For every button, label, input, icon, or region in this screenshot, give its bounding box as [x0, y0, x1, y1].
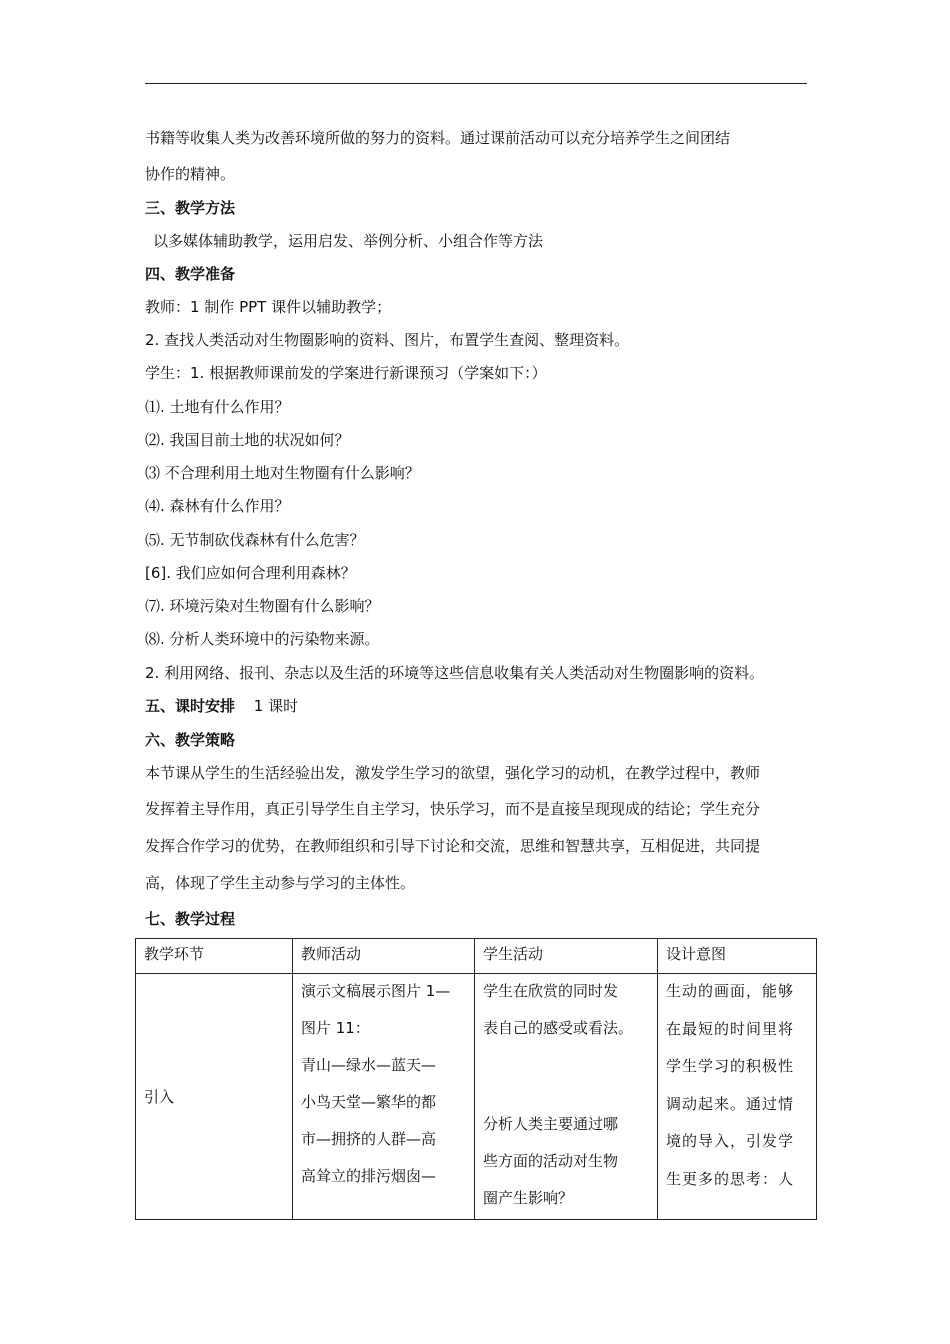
teacher-line: 演示文稿展示图片 1— — [301, 982, 451, 1000]
student-lines — [483, 973, 649, 1217]
strategy-line: 发挥着主导作用，真正引导学生自主学习，快乐学习，而不是直接呈现现成的结论；学生充分 — [145, 800, 761, 818]
schedule-text: 1 课时 — [253, 697, 299, 715]
student-cell — [475, 974, 658, 1220]
header-intent: 设计意图 — [658, 939, 817, 974]
table-header-row — [136, 939, 817, 974]
spacer — [483, 1047, 649, 1106]
teacher-line: 小鸟天堂—繁华的都 — [301, 1093, 437, 1111]
intent-line: 生更多的思考：人 — [666, 1169, 795, 1188]
intro-line-2: 协作的精神。 — [145, 165, 236, 183]
question-item: ⑴. 土地有什么作用？ — [145, 398, 290, 416]
strategy-heading: 六、教学策略 — [145, 731, 236, 749]
intent-cell — [658, 974, 817, 1220]
intent-line: 学生学习的积极性 — [666, 1057, 795, 1075]
student-line: 分析人类主要通过哪 — [483, 1115, 619, 1133]
strategy-line: 高，体现了学生主动参与学习的主体性。 — [145, 874, 416, 892]
prep-heading: 四、教学准备 — [145, 265, 236, 283]
schedule-row — [145, 696, 298, 716]
intent-line: 境的导入，引发学 — [666, 1132, 795, 1150]
question-item: ⑻. 分析人类环境中的污染物来源。 — [145, 630, 380, 648]
teacher-cell — [293, 974, 475, 1220]
question-item: [6]. 我们应如何合理利用森林？ — [145, 564, 356, 582]
student-line: 表自己的感受或看法。 — [483, 1019, 634, 1037]
header-teacher: 教师活动 — [293, 939, 475, 974]
question-item: ⑸. 无节制砍伐森林有什么危害？ — [145, 531, 365, 549]
intent-line: 在最短的时间里将 — [666, 1019, 795, 1038]
student-line: 些方面的活动对生物 — [483, 1152, 619, 1170]
intent-line: 调动起来。通过情 — [666, 1094, 795, 1113]
question-item: ⑺. 环境污染对生物圈有什么影响？ — [145, 597, 380, 615]
header-stage: 教学环节 — [136, 939, 293, 974]
teacher-line: 图片 11： — [301, 1019, 370, 1037]
teacher-line: 市—拥挤的人群—高 — [301, 1130, 437, 1148]
question-item: ⑷. 森林有什么作用？ — [145, 497, 290, 515]
prep-student-1: 学生：1. 根据教师课前发的学案进行新课预习（学案如下：） — [145, 364, 547, 382]
intent-line: 生动的画面，能够 — [666, 982, 795, 1000]
student-line: 圈产生影响？ — [483, 1189, 574, 1207]
prep-teacher-2: 2. 查找人类活动对生物圈影响的资料、图片，布置学生查阅、整理资料。 — [145, 331, 630, 349]
prep-teacher-1: 教师：1 制作 PPT 课件以辅助教学； — [145, 298, 392, 316]
strategy-line: 发挥合作学习的优势，在教师组织和引导下讨论和交流，思维和智慧共享，互相促进，共同提 — [145, 837, 761, 855]
process-heading: 七、教学过程 — [145, 910, 236, 928]
stage-cell — [136, 974, 293, 1220]
question-item: ⑶ 不合理利用土地对生物圈有什么影响？ — [145, 464, 420, 482]
teacher-line: 高耸立的排污烟囱— — [301, 1167, 437, 1185]
method-text: 以多媒体辅助教学，运用启发、举例分析、小组合作等方法 — [153, 232, 544, 250]
process-table — [135, 938, 817, 1220]
table-row — [136, 974, 817, 1220]
student-line: 学生在欣赏的同时发 — [483, 982, 619, 1000]
strategy-line: 本节课从学生的生活经验出发，激发学生学习的欲望，强化学习的动机，在教学过程中，教师 — [145, 764, 761, 782]
intro-line-1: 书籍等收集人类为改善环境所做的努力的资料。通过课前活动可以充分培养学生之间团结 — [145, 129, 731, 147]
question-item: ⑵. 我国目前土地的状况如何？ — [145, 431, 350, 449]
intent-lines — [666, 973, 808, 1198]
teacher-lines — [301, 973, 466, 1195]
header-rule — [145, 83, 807, 84]
prep-student-2: 2. 利用网络、报刊、杂志以及生活的环境等这些信息收集有关人类活动对生物圈影响的资料。 — [145, 664, 765, 682]
header-student: 学生活动 — [475, 939, 658, 974]
teacher-line: 青山—绿水—蓝天— — [301, 1056, 437, 1074]
stage-label: 引入 — [144, 1088, 175, 1106]
method-heading: 三、教学方法 — [145, 199, 236, 217]
schedule-heading: 五、课时安排 — [145, 697, 236, 715]
